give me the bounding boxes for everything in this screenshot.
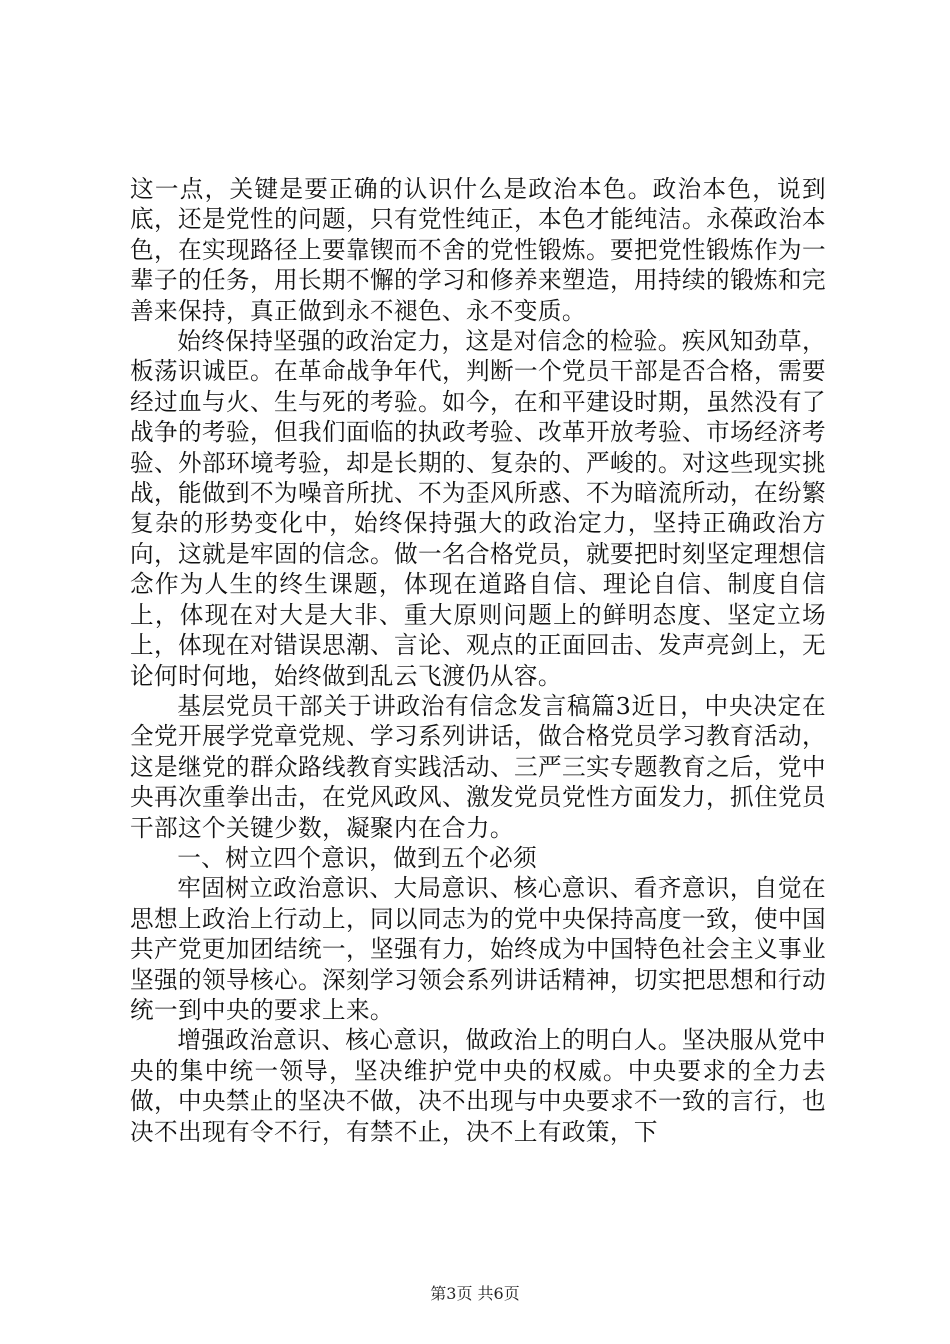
- section-heading: 一、树立四个意识，做到五个必须: [177, 843, 538, 872]
- document-body: [130, 174, 826, 1147]
- paragraph-four-consciousness: 牢固树立政治意识、大局意识、核心意识、看齐意识，自觉在思想上政治上行动上，同以同志为的党中央保持高度一致，使中国共产党更加团结统一，坚强有力，始终成为中国特色社会主义事业坚强的领导核心。深刻学习领会系列讲话精神，切实把思想和行动统一到中央的要求上来。: [130, 874, 826, 1024]
- page-number-footer: 第3页 共6页: [430, 1284, 520, 1303]
- paragraph-continuation: 这一点，关键是要正确的认识什么是政治本色。政治本色，说到底，还是党性的问题，只有党性纯正，本色才能纯洁。永葆政治本色，在实现路径上要靠锲而不舍的党性锻炼。要把党性锻炼作为一辈子的任务，用长期不懈的学习和修养来塑造，用持续的锻炼和完善来保持，真正做到永不褪色、永不变质。: [130, 175, 826, 325]
- paragraph-political-awareness: 增强政治意识、核心意识，做政治上的明白人。坚决服从党中央的集中统一领导，坚决维护党中央的权威。中央要求的全力去做，中央禁止的坚决不做，决不出现与中央要求不一致的言行，也决不出现有令不行，有禁不止，决不上有政策，下: [130, 1026, 826, 1146]
- paragraph-speech-intro: 基层党员干部关于讲政治有信念发言稿篇3近日，中央决定在全党开展学党章党规、学习系列讲话，做合格党员学习教育活动，这是继党的群众路线教育实践活动、三严三实专题教育之后，党中央再次重拳出击，在党风政风、激发党员党性方面发力，抓住党员干部这个关键少数，凝聚内在合力。: [130, 691, 826, 842]
- paragraph-political-resolve: 始终保持坚强的政治定力，这是对信念的检验。疾风知劲草，板荡识诚臣。在革命战争年代，判断一个党员干部是否合格，需要经过血与火、生与死的考验。如今，在和平建设时期，虽然没有了战争的考验，但我们面临的执政考验、改革开放考验、市场经济考验、外部环境考验，却是长期的、复杂的、严峻的。对这些现实挑战，能做到不为噪音所扰、不为歪风所惑、不为暗流所动，在纷繁复杂的形势变化中，始终保持强大的政治定力，坚持正确政治方向，这就是牢固的信念。做一名合格党员，就要把时刻坚定理想信念作为人生的终生课题，体现在道路自信、理论自信、制度自信上，体现在对大是大非、重大原则问题上的鲜明态度、坚定立场上，体现在对错误思潮、言论、观点的正面回击、发声亮剑上，无论何时何地，始终做到乱云飞渡仍从容。: [130, 327, 826, 690]
